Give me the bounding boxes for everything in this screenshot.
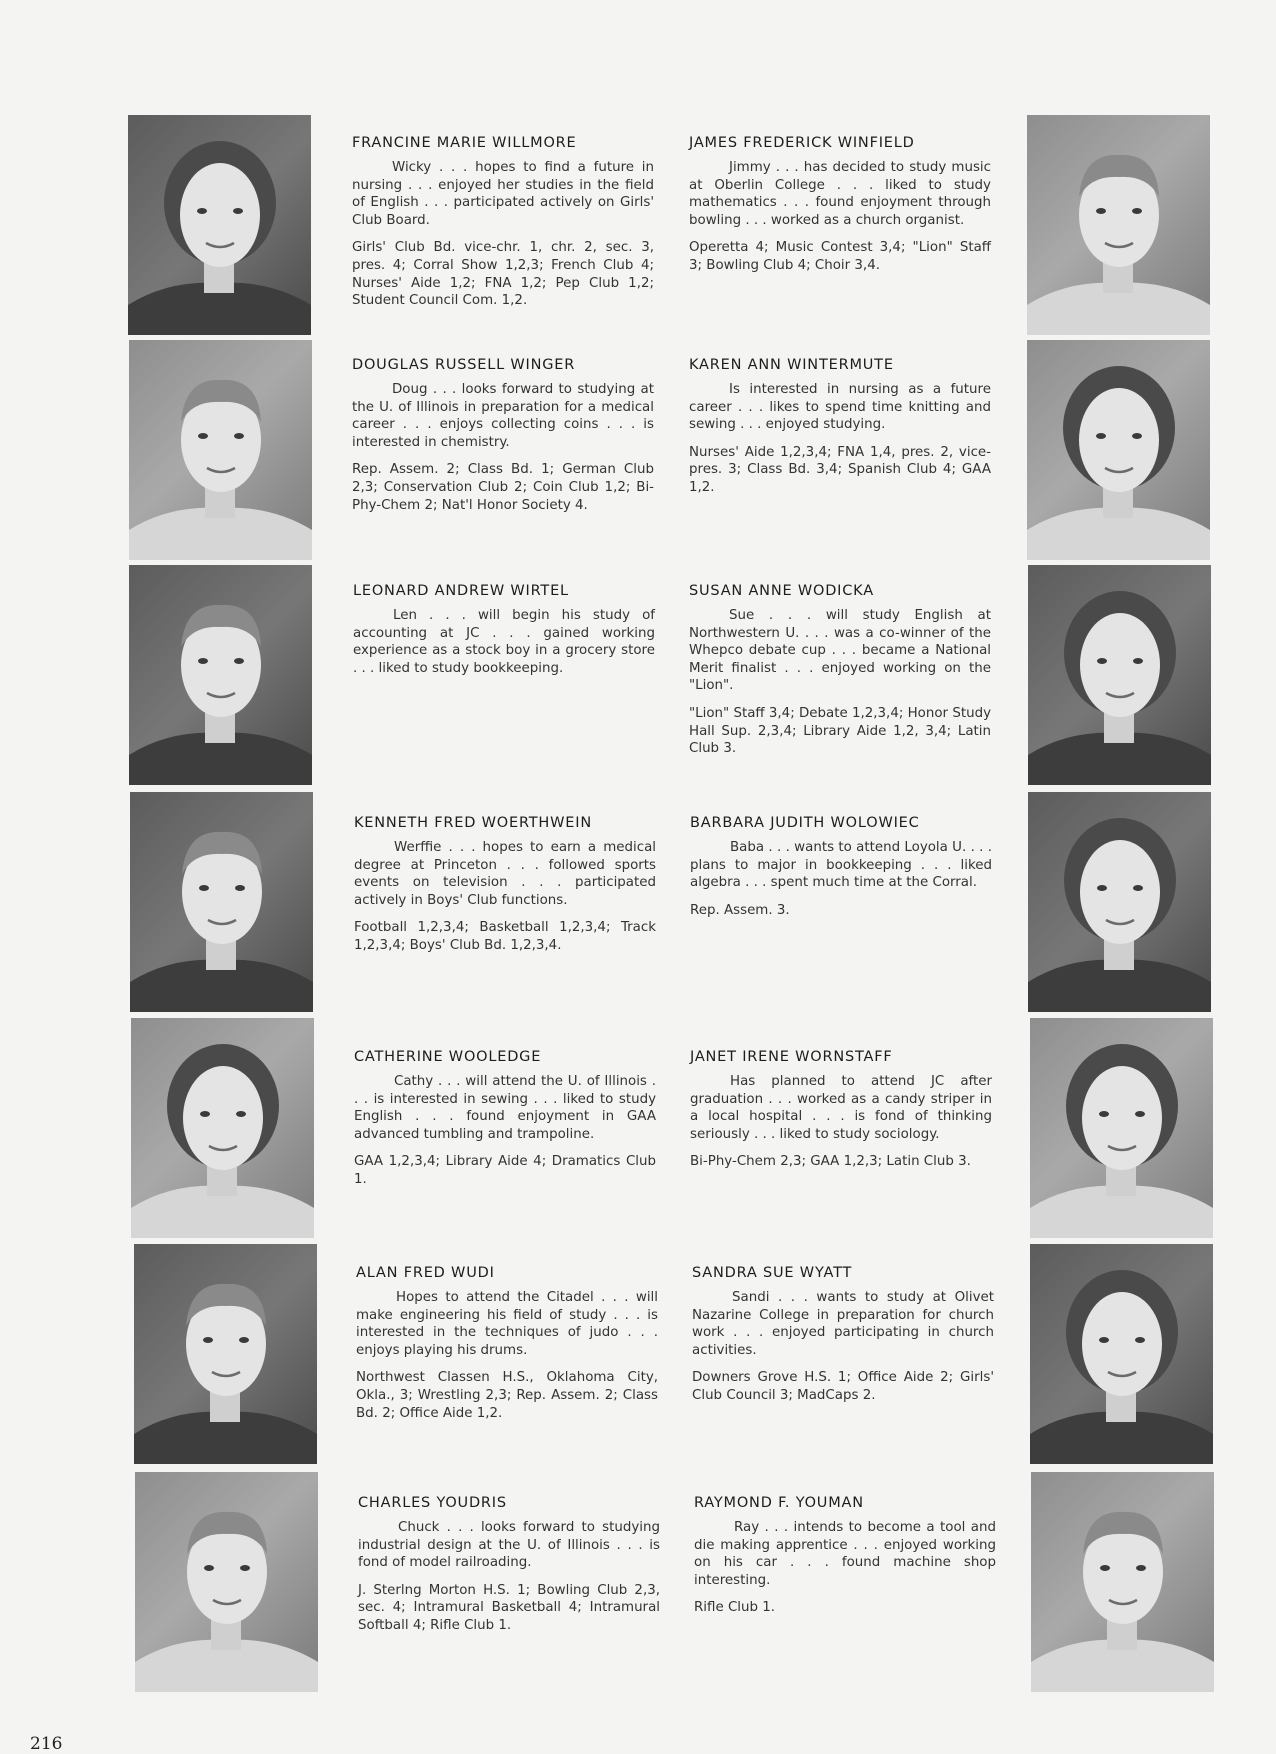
student-entry <box>689 583 991 758</box>
student-activities: Rep. Assem. 2; Class Bd. 1; German Club 2,3; Conservation Club 2; Coin Club 1,2; Bi-Phy-Chem 2; Nat'l Honor Society 4. <box>352 462 654 513</box>
student-name: KAREN ANN WINTERMUTE <box>689 357 894 373</box>
student-description: Ray . . . intends to become a tool and die making apprentice . . . enjoyed working on his car . . . found machine shop interesting. <box>694 1520 996 1588</box>
student-portrait <box>129 340 312 560</box>
student-description: Werffie . . . hopes to earn a medical degree at Princeton . . . followed sports events on television . . . participated actively in Boys' Club functions. <box>354 840 656 908</box>
student-portrait <box>129 565 312 785</box>
student-activities: Rifle Club 1. <box>694 1600 776 1616</box>
student-name: KENNETH FRED WOERTHWEIN <box>354 815 592 831</box>
student-entry <box>352 135 654 310</box>
student-portrait <box>1028 565 1211 785</box>
student-entry <box>354 815 656 955</box>
student-name: FRANCINE MARIE WILLMORE <box>352 135 577 151</box>
student-description: Cathy . . . will attend the U. of Illinois . . . is interested in sewing . . . liked to study English . . . found enjoyment in GAA advanced tumbling and trampoline. <box>354 1074 656 1142</box>
student-description: Sue . . . will study English at Northwestern U. . . . was a co-winner of the Whepco debate cup . . . became a National Merit finalist . . . enjoyed working on the "Lion". <box>689 608 991 694</box>
student-name: LEONARD ANDREW WIRTEL <box>353 583 569 599</box>
student-portrait <box>1031 1472 1214 1692</box>
student-portrait <box>131 1018 314 1238</box>
student-activities: Northwest Classen H.S., Oklahoma City, Okla., 3; Wrestling 2,3; Rep. Assem. 2; Class Bd. 2; Office Aide 1,2. <box>356 1370 658 1421</box>
student-portrait <box>1027 340 1210 560</box>
student-activities: Nurses' Aide 1,2,3,4; FNA 1,4, pres. 2, vice-pres. 3; Class Bd. 3,4; Spanish Club 4; GAA 1,2. <box>689 444 991 495</box>
student-name: BARBARA JUDITH WOLOWIEC <box>690 815 920 831</box>
student-portrait <box>1030 1244 1213 1464</box>
student-activities: Downers Grove H.S. 1; Office Aide 2; Girls' Club Council 3; MadCaps 2. <box>692 1370 994 1403</box>
student-portrait <box>1027 115 1210 335</box>
student-activities: J. Sterlng Morton H.S. 1; Bowling Club 2,3, sec. 4; Intramural Basketball 4; Intramural Softball 4; Rifle Club 1. <box>358 1582 660 1633</box>
student-portrait <box>130 792 313 1012</box>
student-entry <box>354 1049 656 1189</box>
student-name: JANET IRENE WORNSTAFF <box>690 1049 893 1065</box>
student-description: Is interested in nursing as a future career . . . likes to spend time knitting and sewing . . . enjoyed studying. <box>689 382 991 433</box>
student-description: Baba . . . wants to attend Loyola U. . . . plans to major in bookkeeping . . . liked algebra . . . spent much time at the Corral. <box>690 840 992 891</box>
student-entry <box>358 1495 660 1635</box>
student-entry <box>694 1495 996 1617</box>
student-description: Jimmy . . . has decided to study music at Oberlin College . . . liked to study mathematics . . . found enjoyment through bowling . . . worked as a church organist. <box>689 160 991 228</box>
student-description: Hopes to attend the Citadel . . . will make engineering his field of study . . . is interested in the techniques of judo . . . enjoys playing his drums. <box>356 1290 658 1358</box>
student-description: Wicky . . . hopes to find a future in nursing . . . enjoyed her studies in the field of English . . . participated actively on Girls' Club Board. <box>352 160 654 228</box>
student-activities: Bi-Phy-Chem 2,3; GAA 1,2,3; Latin Club 3. <box>690 1154 971 1170</box>
student-name: JAMES FREDERICK WINFIELD <box>689 135 915 151</box>
student-entry <box>689 357 991 497</box>
student-portrait <box>135 1472 318 1692</box>
student-name: ALAN FRED WUDI <box>356 1265 495 1281</box>
student-entry <box>689 135 991 275</box>
student-activities: GAA 1,2,3,4; Library Aide 4; Dramatics Club 1. <box>354 1154 656 1187</box>
student-name: CATHERINE WOOLEDGE <box>354 1049 542 1065</box>
student-entry <box>692 1265 994 1405</box>
student-activities: Operetta 4; Music Contest 3,4; "Lion" Staff 3; Bowling Club 4; Choir 3,4. <box>689 240 991 273</box>
student-description: Doug . . . looks forward to studying at the U. of Illinois in preparation for a medical career . . . enjoys collecting coins . . . is interested in chemistry. <box>352 382 654 450</box>
student-description: Sandi . . . wants to study at Olivet Nazarine College in preparation for church work . . . enjoyed participating in church activities. <box>692 1290 994 1358</box>
student-entry <box>352 357 654 514</box>
student-name: RAYMOND F. YOUMAN <box>694 1495 864 1511</box>
student-activities: Rep. Assem. 3. <box>690 902 790 918</box>
student-entry <box>690 815 992 919</box>
student-activities: "Lion" Staff 3,4; Debate 1,2,3,4; Honor Study Hall Sup. 2,3,4; Library Aide 1,2, 3,4; Latin Club 3. <box>689 705 991 757</box>
student-name: SUSAN ANNE WODICKA <box>689 583 874 599</box>
student-entry <box>356 1265 658 1422</box>
student-portrait <box>1030 1018 1213 1238</box>
student-entry <box>690 1049 992 1171</box>
student-description: Len . . . will begin his study of accounting at JC . . . gained working experience as a stock boy in a grocery store . . . liked to study bookkeeping. <box>353 608 655 676</box>
student-name: CHARLES YOUDRIS <box>358 1495 507 1511</box>
student-activities: Girls' Club Bd. vice-chr. 1, chr. 2, sec. 3, pres. 4; Corral Show 1,2,3; French Club 4; Nurses' Aide 1,2; FNA 1,2; Pep Club 1,2; Student Council Com. 1,2. <box>352 240 654 309</box>
student-name: DOUGLAS RUSSELL WINGER <box>352 357 576 373</box>
student-portrait <box>128 115 311 335</box>
student-portrait <box>134 1244 317 1464</box>
student-entry <box>353 583 655 687</box>
page-number: 216 <box>30 1734 63 1754</box>
student-name: SANDRA SUE WYATT <box>692 1265 853 1281</box>
student-description: Chuck . . . looks forward to studying industrial design at the U. of Illinois . . . is fond of model railroading. <box>358 1520 660 1571</box>
student-activities: Football 1,2,3,4; Basketball 1,2,3,4; Track 1,2,3,4; Boys' Club Bd. 1,2,3,4. <box>354 920 656 953</box>
student-description: Has planned to attend JC after graduation . . . worked as a candy striper in a local hospital . . . is fond of thinking seriously . . . liked to study sociology. <box>690 1074 992 1142</box>
student-portrait <box>1028 792 1211 1012</box>
